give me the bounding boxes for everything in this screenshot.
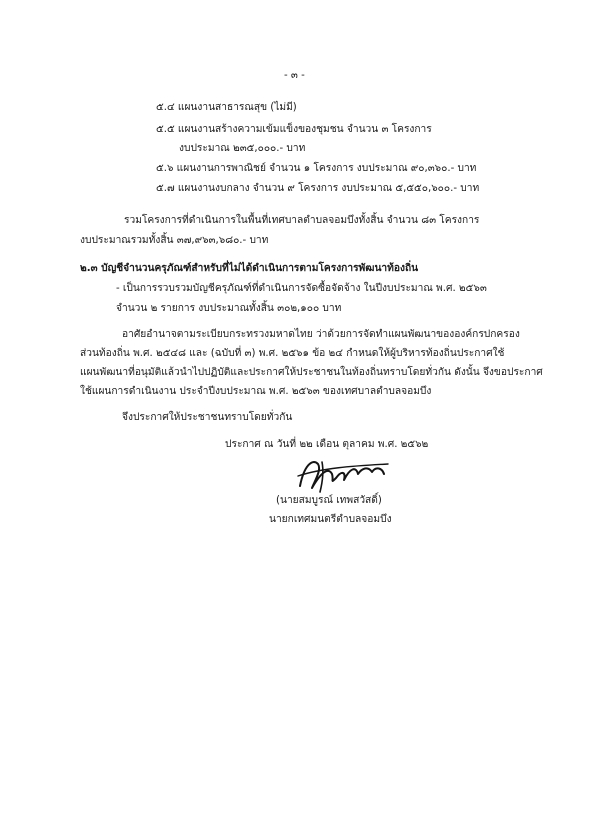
page-number: - ๓ - xyxy=(284,70,305,81)
authority-line-4: ใช้แผนการดำเนินงาน ประจำปีงบประมาณ พ.ศ. ๒๕๖๓ ของเทศบาลตำบลจอมบึง xyxy=(80,386,432,397)
section-line-2: จำนวน ๒ รายการ งบประมาณทั้งสิ้น ๓๐๒,๑๐๐ บาท xyxy=(116,303,342,314)
item-5-4: ๕.๔ แผนงานสาธารณสุข (ไม่มี) xyxy=(156,102,297,113)
summary-budget: งบประมาณรวมทั้งสิ้น ๓๗,๙๖๓,๖๘๐.- บาท xyxy=(80,235,269,246)
closing-line: จึงประกาศให้ประชาชนทราบโดยทั่วกัน xyxy=(122,412,293,423)
authority-line-2: ส่วนท้องถิ่น พ.ศ. ๒๕๔๘ และ (ฉบับที่ ๓) พ.ศ. ๒๕๖๑ ข้อ ๒๔ กำหนดให้ผู้บริหารท้องถิ่นประกาศใช้ xyxy=(80,348,505,359)
signer-name: (นายสมบูรณ์ เทพสวัสดิ์) xyxy=(276,495,382,506)
section-line-1: - เป็นการรวบรวมบัญชีครุภัณฑ์ที่ดำเนินการจัดซื้อจัดจ้าง ในปีงบประมาณ พ.ศ. ๒๕๖๓ xyxy=(116,283,487,294)
item-5-7: ๕.๗ แผนงานงบกลาง จำนวน ๙ โครงการ งบประมาณ ๕,๕๕๐,๖๐๐.- บาท xyxy=(156,183,480,194)
item-5-6: ๕.๖ แผนงานการพาณิชย์ จำนวน ๑ โครงการ งบประมาณ ๙๐,๓๖๐.- บาท xyxy=(156,163,477,174)
date-line: ประกาศ ณ วันที่ ๒๒ เดือน ตุลาคม พ.ศ. ๒๕๖๒ xyxy=(225,439,429,450)
summary-projects: รวมโครงการที่ดำเนินการในพื้นที่เทศบาลตำบลจอมบึงทั้งสิ้น จำนวน ๘๓ โครงการ xyxy=(124,215,480,226)
item-5-5-budget: งบประมาณ ๒๓๕,๐๐๐.- บาท xyxy=(179,143,306,154)
section-heading: ๒.๓ บัญชีจำนวนครุภัณฑ์สำหรับที่ไม่ได้ดำเนินการตามโครงการพัฒนาท้องถิ่น xyxy=(80,263,419,274)
signer-title: นายกเทศมนตรีตำบลจอมบึง xyxy=(269,514,392,525)
authority-line-3: แผนพัฒนาที่อนุมัติแล้วนำไปปฏิบัติและประกาศให้ประชาชนในท้องถิ่นทราบโดยทั่วกัน ดังนั้น จึงขอประกาศ xyxy=(80,367,543,378)
authority-line-1: อาศัยอำนาจตามระเบียบกระทรวงมหาดไทย ว่าด้วยการจัดทำแผนพัฒนาขององค์กรปกครอง xyxy=(122,329,520,340)
signature-image xyxy=(292,452,392,494)
item-5-5: ๕.๕ แผนงานสร้างความเข้มแข็งของชุมชน จำนวน ๓ โครงการ xyxy=(156,124,432,135)
